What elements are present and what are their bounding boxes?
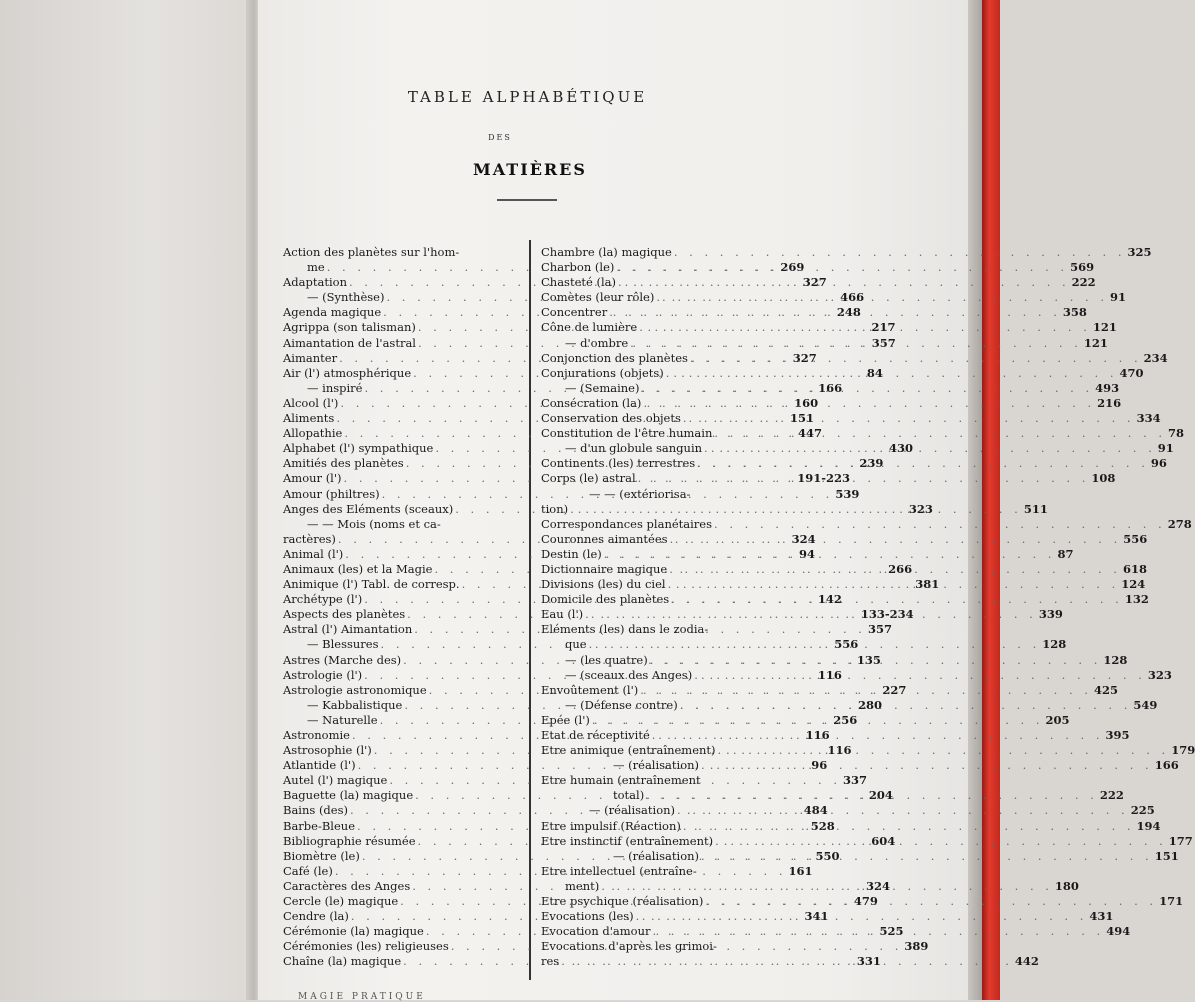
entry-text: Agenda magique bbox=[283, 305, 382, 320]
dot-leader bbox=[702, 441, 1158, 456]
entry-text: Cérémonie (la) magique bbox=[283, 924, 424, 939]
entry-page-number: 91 bbox=[1157, 441, 1174, 456]
dot-leader bbox=[699, 849, 1155, 864]
dot-leader bbox=[699, 758, 1155, 773]
entry-text: Aimanter bbox=[283, 350, 338, 365]
entry-text: Amitiés des planètes bbox=[283, 456, 404, 471]
entry-text: total) bbox=[613, 788, 645, 803]
entry-page-number: 269 bbox=[780, 260, 805, 275]
entry-text: — (Synthèse) bbox=[307, 290, 385, 305]
entry-page-number: 171 bbox=[1159, 894, 1184, 909]
entry-text: Etre humain (entraînement bbox=[541, 773, 701, 788]
index-entry bbox=[541, 516, 1192, 532]
entry-page-number: 151 bbox=[1154, 848, 1179, 863]
dot-leader bbox=[666, 577, 1122, 592]
entry-page-number: 430 bbox=[889, 441, 914, 456]
entry-text: ment) bbox=[565, 878, 600, 893]
entry-page-number: 604 bbox=[871, 833, 896, 848]
dot-leader bbox=[583, 607, 1039, 622]
footer-text: MAGIE PRATIQUE bbox=[298, 992, 426, 1002]
entry-page-number: 177 bbox=[1168, 833, 1193, 848]
dot-leader bbox=[672, 245, 1128, 260]
entry-page-number: 191-223 bbox=[797, 471, 850, 486]
entry-page-number: 324 bbox=[865, 878, 890, 893]
entry-text: Evocation d'amour bbox=[541, 924, 651, 939]
entry-page-number: 116 bbox=[827, 743, 852, 758]
entry-text: Allopathie bbox=[283, 426, 343, 441]
entry-text: Corps (le) astral bbox=[541, 471, 636, 486]
entry-text: Archétype (l') bbox=[283, 592, 363, 607]
entry-page-number: 142 bbox=[817, 592, 842, 607]
entry-page-number: 389 bbox=[904, 939, 929, 954]
entry-text: Conservation des objets bbox=[541, 411, 681, 426]
dot-leader bbox=[668, 532, 1124, 547]
entry-text: Biomètre (le) bbox=[283, 848, 360, 863]
entry-page-number: 525 bbox=[879, 924, 904, 939]
dot-leader bbox=[708, 622, 786, 637]
entry-page-number: 128 bbox=[1103, 652, 1128, 667]
entry-text: Consécration (la) bbox=[541, 395, 642, 410]
index-entry bbox=[541, 864, 786, 879]
entry-page-number: 133-234 bbox=[860, 607, 914, 622]
entry-text: Bains (des) bbox=[283, 803, 348, 818]
entry-text: me bbox=[307, 260, 325, 275]
entry-page-number: 256 bbox=[833, 712, 858, 727]
entry-page-number: 248 bbox=[836, 305, 861, 320]
entry-page-number: 280 bbox=[858, 697, 883, 712]
dot-leader bbox=[648, 653, 1104, 668]
dot-leader bbox=[664, 366, 1120, 381]
entry-text: — Kabbalistique bbox=[307, 697, 403, 712]
entry-page-number: 511 bbox=[1023, 501, 1048, 516]
entry-page-number: 549 bbox=[1133, 697, 1158, 712]
entry-page-number: 194 bbox=[1136, 818, 1161, 833]
entry-page-number: 431 bbox=[1089, 909, 1114, 924]
entry-page-number: 470 bbox=[1119, 365, 1144, 380]
entry-page-number: 493 bbox=[1095, 380, 1120, 395]
entry-page-number: 151 bbox=[790, 411, 815, 426]
entry-page-number: 135 bbox=[856, 652, 881, 667]
entry-text: — (réalisation) bbox=[613, 758, 700, 773]
dot-leader bbox=[587, 637, 1043, 652]
index-entry bbox=[541, 487, 786, 502]
dot-leader bbox=[716, 743, 1172, 758]
entry-text: Couronnes aimantées bbox=[541, 531, 668, 546]
entry-page-number: 466 bbox=[840, 290, 865, 305]
entry-page-number: 556 bbox=[1123, 531, 1148, 546]
entry-page-number: 128 bbox=[1042, 637, 1067, 652]
entry-page-number: 78 bbox=[1168, 426, 1185, 441]
entry-text: Charbon (le) bbox=[541, 260, 615, 275]
entry-text: — d'un globule sanguin bbox=[565, 441, 703, 456]
dot-leader bbox=[681, 819, 1137, 834]
entry-page-number: 341 bbox=[804, 909, 829, 924]
entry-page-number: 278 bbox=[1167, 516, 1192, 531]
entry-text: — — Mois (noms et ca- bbox=[307, 516, 441, 531]
entry-text: Comètes (leur rôle) bbox=[541, 290, 655, 305]
index-entry bbox=[283, 245, 523, 260]
dot-leader bbox=[654, 290, 1110, 305]
page-heading: MATIÈRES bbox=[473, 160, 587, 179]
entry-text: Destin (le) bbox=[541, 546, 602, 561]
dot-leader bbox=[690, 487, 786, 502]
entry-page-number: 334 bbox=[1136, 411, 1161, 426]
dot-leader bbox=[667, 562, 1123, 577]
dot-leader bbox=[459, 245, 523, 260]
entry-text: Animaux (les) et la Magie bbox=[283, 561, 433, 576]
entry-page-number: 94 bbox=[798, 546, 815, 561]
entry-page-number: 484 bbox=[803, 803, 828, 818]
dot-leader bbox=[628, 336, 1084, 351]
entry-text: Anges des Eléments (sceaux) bbox=[283, 501, 454, 516]
entry-text: Aspects des planètes bbox=[283, 607, 406, 622]
entry-text: Astrologie astronomique bbox=[283, 682, 427, 697]
entry-page-number: 121 bbox=[1092, 320, 1117, 335]
entry-text: Etat de réceptivité bbox=[541, 728, 650, 742]
dot-leader bbox=[669, 592, 1125, 607]
entry-page-number: 325 bbox=[1127, 245, 1152, 259]
index-entry bbox=[541, 622, 786, 637]
entry-text: Etre animique (entraînement) bbox=[541, 743, 716, 758]
entry-page-number: 539 bbox=[835, 486, 860, 501]
entry-page-number: 550 bbox=[815, 848, 840, 863]
entry-page-number: 357 bbox=[867, 622, 892, 637]
entry-page-number: 357 bbox=[871, 335, 896, 350]
entry-page-number: 239 bbox=[859, 456, 884, 471]
entry-text: Etre intellectuel (entraîne- bbox=[541, 863, 697, 878]
dot-leader bbox=[717, 939, 786, 954]
entry-text: Concentrer bbox=[541, 305, 608, 320]
entry-page-number: 339 bbox=[1038, 607, 1063, 622]
dot-leader bbox=[602, 547, 1058, 562]
entry-page-number: 479 bbox=[853, 894, 878, 909]
entry-text: Cérémonies (les) religieuses bbox=[283, 939, 449, 954]
index-entry bbox=[541, 939, 786, 954]
entry-page-number: 323 bbox=[908, 501, 933, 516]
entry-text: Astres (Marche des) bbox=[283, 652, 402, 667]
dot-leader bbox=[441, 517, 523, 532]
dot-leader bbox=[641, 396, 1097, 411]
heading-rule bbox=[497, 199, 557, 201]
entry-text: — Naturelle bbox=[307, 712, 378, 727]
dot-leader bbox=[637, 320, 1093, 335]
dot-leader bbox=[559, 954, 1015, 969]
entry-page-number: 116 bbox=[817, 667, 842, 682]
dot-leader bbox=[634, 909, 1090, 924]
dot-leader bbox=[712, 426, 1168, 441]
entry-text: — (Semaine) bbox=[565, 380, 640, 395]
entry-text: — — (extériorisa- bbox=[589, 486, 691, 501]
left-blank-page bbox=[0, 0, 252, 1000]
entry-page-number: 91 bbox=[1110, 290, 1127, 305]
entry-text: Dictionnaire magique bbox=[541, 561, 668, 576]
entry-text: Action des planètes sur l'hom- bbox=[283, 245, 460, 259]
entry-page-number: 84 bbox=[866, 365, 883, 380]
dot-leader bbox=[712, 517, 1168, 532]
entry-page-number: 217 bbox=[871, 320, 896, 335]
entry-page-number: 222 bbox=[1099, 788, 1124, 803]
entry-text: Agrippa (son talisman) bbox=[283, 320, 416, 335]
dot-leader bbox=[607, 305, 1063, 320]
entry-page-number: 358 bbox=[1062, 305, 1087, 320]
entry-text: Animique (l') Tabl. de corresp. bbox=[283, 577, 460, 592]
entry-text: Etre instinctif (entraînement) bbox=[541, 833, 714, 848]
dot-leader bbox=[568, 502, 1024, 517]
entry-page-number: 179 bbox=[1171, 743, 1195, 758]
entry-text: Cendre (la) bbox=[283, 909, 349, 924]
entry-page-number: 124 bbox=[1121, 577, 1146, 592]
dot-leader bbox=[651, 924, 1107, 939]
dot-leader bbox=[678, 698, 1134, 713]
entry-text: Eau (l') bbox=[541, 607, 584, 622]
dot-leader bbox=[616, 275, 1072, 290]
entry-text: Astrologie (l') bbox=[283, 667, 363, 682]
entry-text: Conjonction des planètes bbox=[541, 350, 688, 365]
entry-text: — Blessures bbox=[307, 637, 379, 652]
dot-leader bbox=[614, 260, 1070, 275]
entry-page-number: 161 bbox=[788, 863, 813, 878]
index-entry bbox=[283, 517, 523, 532]
entry-page-number: 327 bbox=[792, 350, 817, 365]
entry-text: Evocations (les) bbox=[541, 909, 634, 924]
dot-leader bbox=[695, 456, 1151, 471]
entry-page-number: 425 bbox=[1093, 682, 1118, 697]
entry-text: Evocations d'après les grimoi- bbox=[541, 939, 717, 954]
entry-text: Bibliographie résumée bbox=[283, 833, 416, 848]
entry-text: Amour (philtres) bbox=[283, 486, 380, 501]
entry-text: Animal (l') bbox=[283, 546, 344, 561]
entry-text: — (réalisation) bbox=[589, 803, 676, 818]
entry-text: Alphabet (l') sympathique bbox=[283, 441, 434, 456]
index-entry bbox=[541, 245, 1152, 260]
dot-leader bbox=[692, 668, 1148, 683]
entry-page-number: 556 bbox=[834, 637, 859, 652]
dot-leader bbox=[644, 788, 1100, 803]
entry-text: Astronomie bbox=[283, 728, 350, 742]
entry-text: Envoûtement (l') bbox=[541, 682, 639, 697]
entry-page-number: 234 bbox=[1143, 350, 1168, 365]
entry-page-number: 108 bbox=[1091, 471, 1116, 486]
entry-page-number: 266 bbox=[888, 561, 913, 576]
entry-text: res bbox=[541, 954, 560, 969]
entry-page-number: 121 bbox=[1083, 335, 1108, 350]
entry-text: — (les quatre) bbox=[565, 652, 648, 667]
entry-page-number: 87 bbox=[1057, 546, 1074, 561]
entry-text: Domicile des planètes bbox=[541, 592, 670, 607]
entry-page-number: 180 bbox=[1054, 878, 1079, 893]
entry-page-number: 166 bbox=[818, 380, 843, 395]
entry-text: Aimantation de l'astral bbox=[283, 335, 416, 350]
dot-leader bbox=[639, 381, 1095, 396]
entry-text: Constitution de l'être humain bbox=[541, 426, 713, 441]
entry-page-number: 381 bbox=[915, 577, 940, 592]
entry-text: Chambre (la) magique bbox=[541, 245, 672, 259]
entry-text: Atlantide (l') bbox=[283, 758, 356, 773]
entry-text: Conjurations (objets) bbox=[541, 365, 664, 380]
entry-page-number: 227 bbox=[882, 682, 907, 697]
dot-leader bbox=[675, 803, 1131, 818]
entry-page-number: 324 bbox=[791, 531, 816, 546]
dot-leader bbox=[638, 683, 1094, 698]
entry-page-number: 618 bbox=[1122, 561, 1147, 576]
entry-text: Café (le) bbox=[283, 863, 333, 878]
entry-page-number: 205 bbox=[1045, 712, 1070, 727]
entry-text: Adaptation bbox=[283, 275, 347, 290]
dot-leader bbox=[697, 864, 786, 879]
entry-text: — inspiré bbox=[307, 380, 363, 395]
dot-leader bbox=[703, 894, 1159, 909]
entry-page-number: 323 bbox=[1147, 667, 1172, 682]
entry-text: — (sceaux des Anges) bbox=[565, 667, 693, 682]
dot-leader bbox=[590, 713, 1046, 728]
entry-text: Astrosophie (l') bbox=[283, 743, 372, 758]
entry-text: Aliments bbox=[283, 411, 335, 426]
page-subtitle: DES bbox=[488, 133, 512, 142]
dot-leader bbox=[681, 411, 1137, 426]
entry-text: — (réalisation) bbox=[613, 848, 700, 863]
entry-page-number: 216 bbox=[1097, 395, 1122, 410]
dot-leader bbox=[713, 834, 1169, 849]
entry-page-number: 327 bbox=[802, 275, 827, 290]
entry-text: Chaîne (la) magique bbox=[283, 954, 402, 969]
entry-text: Etre psychique (réalisation) bbox=[541, 894, 704, 909]
entry-page-number: 132 bbox=[1124, 592, 1149, 607]
entry-page-number: 166 bbox=[1154, 758, 1179, 773]
entry-text: — d'ombre bbox=[565, 335, 629, 350]
entry-text: Correspondances planétaires bbox=[541, 516, 713, 531]
dot-leader bbox=[701, 773, 786, 788]
entry-page-number: 204 bbox=[868, 788, 893, 803]
entry-page-number: 395 bbox=[1105, 728, 1130, 742]
entry-text: Cercle (le) magique bbox=[283, 894, 399, 909]
entry-text: Etre impulsif (Réaction) bbox=[541, 818, 681, 833]
entry-text: — (Défense contre) bbox=[565, 697, 678, 712]
entry-page-number: 222 bbox=[1071, 275, 1096, 290]
entry-page-number: 337 bbox=[843, 773, 868, 788]
entry-text: ractères) bbox=[283, 531, 336, 546]
entry-page-number: 569 bbox=[1070, 260, 1095, 275]
entry-page-number: 331 bbox=[856, 954, 881, 969]
entry-text: que bbox=[565, 637, 587, 652]
entry-text: Astral (l') Aimantation bbox=[283, 622, 413, 637]
entry-text: Chasteté (la) bbox=[541, 275, 616, 290]
dot-leader bbox=[599, 879, 1055, 894]
entry-text: Air (l') atmosphérique bbox=[283, 365, 412, 380]
dot-leader bbox=[688, 351, 1144, 366]
index-entry bbox=[541, 773, 786, 788]
entry-text: Baguette (la) magique bbox=[283, 788, 414, 803]
entry-page-number: 494 bbox=[1106, 924, 1131, 939]
entry-page-number: 225 bbox=[1130, 803, 1155, 818]
entry-text: Continents (les) terrestres bbox=[541, 456, 696, 471]
entry-text: Caractères des Anges bbox=[283, 878, 411, 893]
entry-text: Divisions (les) du ciel bbox=[541, 577, 666, 592]
entry-page-number: 528 bbox=[810, 818, 835, 833]
entry-text: Autel (l') magique bbox=[283, 773, 388, 788]
entry-text: Eléments (les) dans le zodia- bbox=[541, 622, 709, 637]
entry-text: Barbe-Bleue bbox=[283, 818, 356, 833]
entry-page-number: 160 bbox=[794, 395, 819, 410]
entry-page-number: 96 bbox=[1150, 456, 1167, 471]
entry-page-number: 442 bbox=[1014, 954, 1039, 969]
entry-text: Alcool (l') bbox=[283, 395, 339, 410]
entry-text: Cône de lumière bbox=[541, 320, 638, 335]
page-title: TABLE ALPHABÉTIQUE bbox=[407, 88, 648, 106]
entry-text: tion) bbox=[541, 501, 569, 516]
entry-text: Epée (l') bbox=[541, 712, 590, 727]
entry-page-number: 447 bbox=[798, 426, 823, 441]
dot-leader bbox=[636, 471, 1092, 486]
entry-text: Amour (l') bbox=[283, 471, 342, 486]
dot-leader bbox=[650, 728, 1106, 743]
entry-page-number: 96 bbox=[811, 758, 828, 773]
entry-page-number: 116 bbox=[805, 728, 830, 742]
